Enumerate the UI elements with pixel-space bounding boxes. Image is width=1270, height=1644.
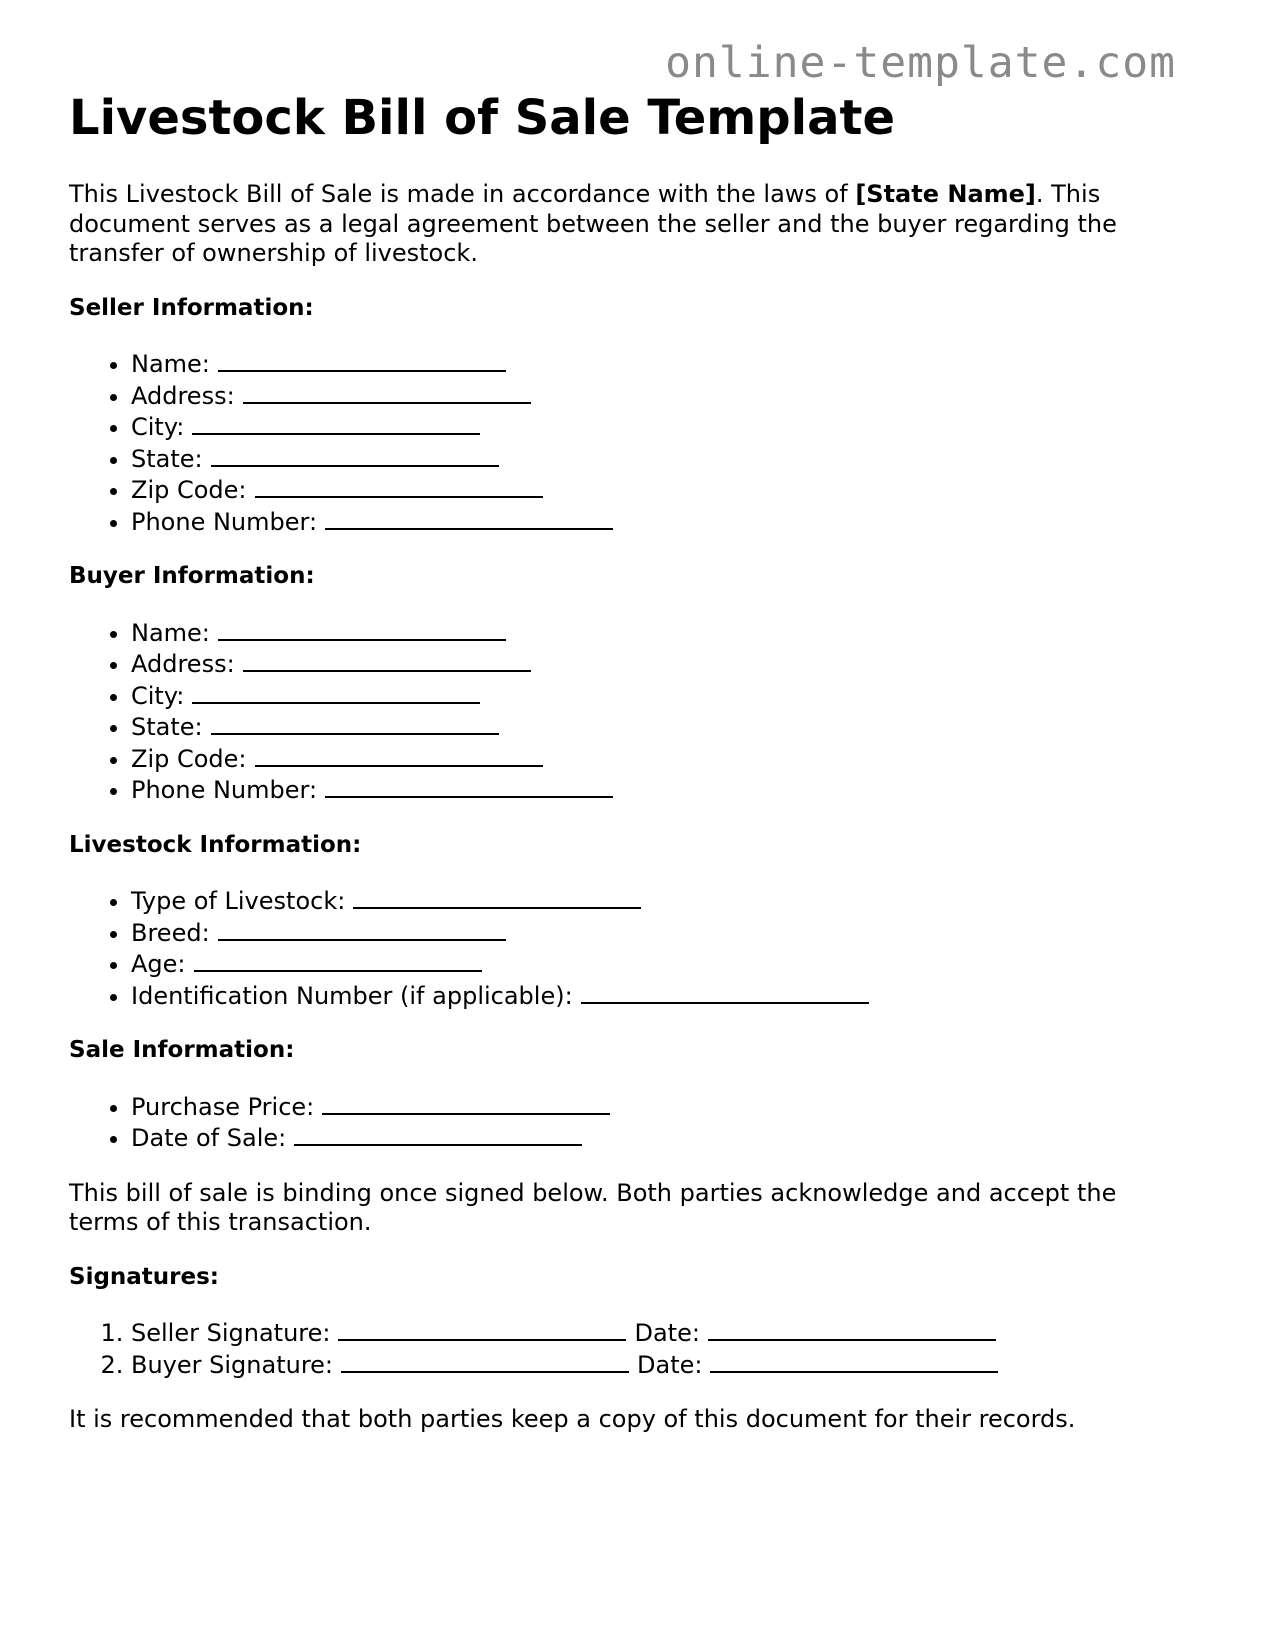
seller-address-blank[interactable] [243, 380, 531, 404]
buyer-field-list [69, 617, 1189, 806]
field-label: Address: [131, 650, 235, 678]
field-label: Age: [131, 950, 186, 978]
field-label: City: [131, 413, 185, 441]
field-label: State: [131, 713, 203, 741]
date-label: Date: [634, 1319, 700, 1347]
sale-price-item [131, 1091, 1189, 1123]
seller-zip-blank[interactable] [255, 474, 543, 498]
livestock-age-blank[interactable] [194, 948, 482, 972]
sale-heading: Sale Information: [69, 1037, 295, 1063]
sale-date-item [131, 1122, 1189, 1154]
page-title: Livestock Bill of Sale Template [69, 90, 896, 146]
binding-paragraph: This bill of sale is binding once signed below. Both parties acknowledge and accept the terms of this transaction. [69, 1178, 1117, 1236]
intro-paragraph [69, 180, 1189, 269]
seller-state-blank[interactable] [211, 443, 499, 467]
livestock-age-item [131, 948, 1189, 980]
seller-signature-item [131, 1317, 1189, 1349]
signature-list [69, 1317, 1189, 1380]
state-name-placeholder: [State Name] [855, 180, 1036, 208]
field-label: Purchase Price: [131, 1092, 315, 1121]
seller-signature-blank[interactable] [338, 1317, 626, 1341]
field-label: Date of Sale: [131, 1124, 287, 1152]
buyer-name-blank[interactable] [218, 617, 506, 641]
intro-text-after: . This document serves as a legal agreement between the seller and the buyer regarding the transfer of ownership of livestock. [69, 180, 1117, 267]
seller-city-blank[interactable] [192, 411, 480, 435]
signature-label: Seller Signature: [131, 1319, 331, 1347]
livestock-breed-blank[interactable] [218, 917, 506, 941]
field-label: Type of Livestock: [131, 887, 346, 915]
buyer-signature-item [131, 1349, 1189, 1381]
field-label: Name: [131, 350, 210, 378]
seller-name-item [131, 348, 1189, 380]
buyer-state-item [131, 711, 1189, 743]
field-label: Address: [131, 381, 235, 410]
document-page [69, 86, 1189, 1435]
buyer-address-item [131, 648, 1189, 680]
livestock-id-item [131, 980, 1189, 1012]
buyer-zip-blank[interactable] [255, 743, 543, 767]
signatures-heading: Signatures: [69, 1263, 220, 1290]
livestock-breed-item [131, 917, 1189, 949]
seller-field-list [69, 348, 1189, 537]
buyer-date-blank[interactable] [710, 1349, 998, 1373]
field-label: Zip Code: [131, 476, 247, 504]
signature-label: Buyer Signature: [131, 1350, 334, 1379]
buyer-city-blank[interactable] [192, 680, 480, 704]
livestock-id-blank[interactable] [581, 980, 869, 1004]
buyer-zip-item [131, 743, 1189, 775]
seller-state-item [131, 443, 1189, 475]
seller-phone-item [131, 506, 1189, 538]
buyer-phone-item [131, 774, 1189, 806]
seller-name-blank[interactable] [218, 348, 506, 372]
field-label: Name: [131, 618, 210, 647]
livestock-heading: Livestock Information: [69, 831, 362, 858]
sale-field-list [69, 1091, 1189, 1154]
field-label: City: [131, 681, 185, 710]
sale-price-blank[interactable] [322, 1091, 610, 1115]
seller-date-blank[interactable] [708, 1317, 996, 1341]
field-label: State: [131, 444, 203, 473]
buyer-state-blank[interactable] [211, 711, 499, 735]
buyer-city-item [131, 680, 1189, 712]
closing-paragraph: It is recommended that both parties keep a copy of this document for their records. [69, 1405, 1076, 1433]
buyer-signature-blank[interactable] [341, 1349, 629, 1373]
seller-address-item [131, 380, 1189, 412]
date-label: Date: [637, 1350, 703, 1379]
seller-phone-blank[interactable] [325, 506, 613, 530]
sale-date-blank[interactable] [294, 1122, 582, 1146]
field-label: Phone Number: [131, 776, 318, 804]
field-label: Phone Number: [131, 507, 318, 536]
watermark: online-template.com [665, 38, 1176, 88]
buyer-heading: Buyer Information: [69, 563, 315, 589]
field-label: Identification Number (if applicable): [131, 981, 573, 1010]
seller-city-item [131, 411, 1189, 443]
intro-text-before: This Livestock Bill of Sale is made in accordance with the laws of [69, 180, 856, 208]
livestock-type-blank[interactable] [353, 885, 641, 909]
livestock-type-item [131, 885, 1189, 917]
buyer-phone-blank[interactable] [325, 774, 613, 798]
buyer-address-blank[interactable] [243, 648, 531, 672]
livestock-field-list [69, 885, 1189, 1011]
buyer-name-item [131, 617, 1189, 649]
field-label: Breed: [131, 918, 210, 947]
field-label: Zip Code: [131, 744, 247, 773]
seller-heading: Seller Information: [69, 294, 314, 321]
seller-zip-item [131, 474, 1189, 506]
